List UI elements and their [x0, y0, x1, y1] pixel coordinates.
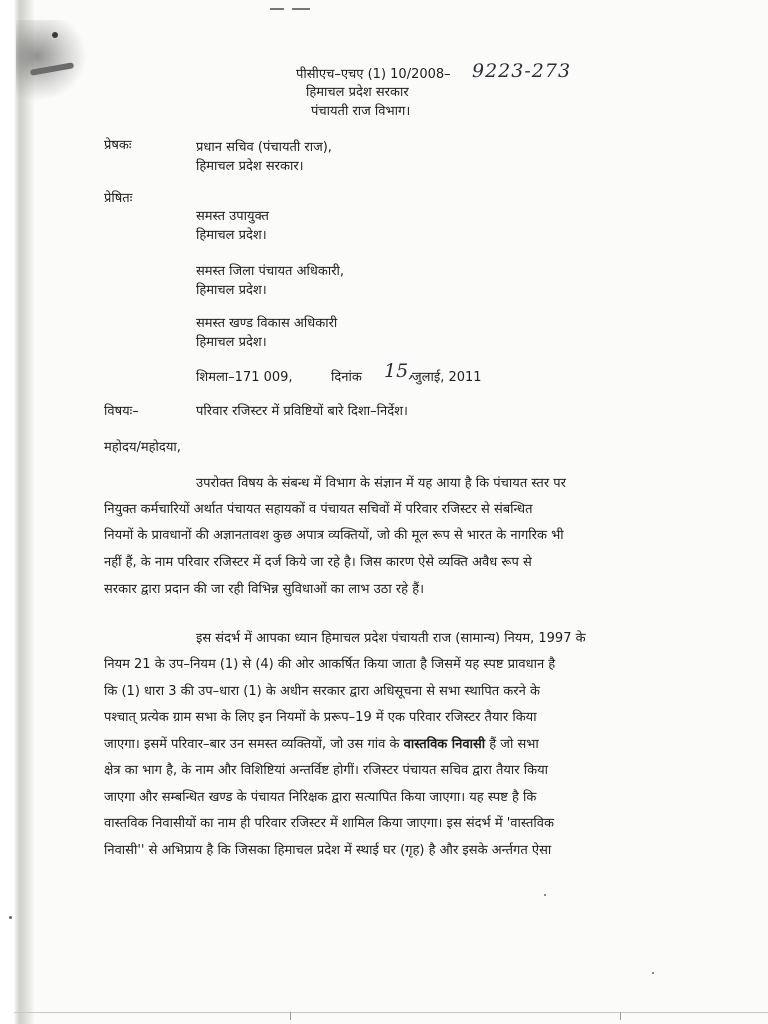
- paragraph-1-line: नियमों के प्रावधानों की अज्ञानतावश कुछ अपात्र व्यक्तियों, जो की मूल रूप से भारत के नागरिक भी: [104, 528, 564, 543]
- scan-mark: [620, 1012, 621, 1020]
- recipient-3-line-2: हिमाचल प्रदेश।: [196, 335, 267, 350]
- reference-number: [296, 66, 451, 84]
- sender-label: प्रेषकः: [104, 138, 132, 153]
- paragraph-1-line: नियुक्त कर्मचारियों अर्थात पंचायत सहायकों व पंचायत सचिवों में परिवार रजिस्टर से संबन्धित: [104, 502, 533, 517]
- recipient-2-line-2: हिमाचल प्रदेश।: [196, 283, 267, 298]
- sender-line-1: प्रधान सचिव (पंचायती राज),: [196, 140, 332, 155]
- recipient-2-line-1: समस्त जिला पंचायत अधिकारी,: [196, 264, 345, 279]
- scan-speck: [9, 916, 12, 919]
- government-name: हिमाचल प्रदेश सरकार: [306, 85, 409, 100]
- recipient-3-line-1: समस्त खण्ड विकास अधिकारी: [196, 316, 338, 331]
- page-bottom-edge: [14, 1012, 768, 1013]
- paragraph-2-line: नियम 21 के उप–नियम (1) से (4) की ओर आकर्षित किया जाता है जिसमें यह स्पष्ट प्रावधान है: [104, 657, 556, 672]
- scan-smudge: [16, 20, 86, 100]
- bold-term: वास्तविक निवासी: [403, 737, 486, 752]
- paragraph-2-line: कि (1) धारा 3 की उप–धारा (1) के अधीन सरकार द्वारा अधिसूचना से सभा स्थापित करने के: [104, 684, 540, 699]
- text-run: हैं जो सभा: [485, 737, 539, 752]
- scan-mark: [290, 1012, 291, 1020]
- recipient-1-line-1: समस्त उपायुक्त: [196, 209, 269, 224]
- reference-text: पीसीएच–एचए (1) 10/2008–: [296, 67, 451, 82]
- punch-hole: [52, 32, 58, 38]
- scan-speck: [544, 894, 546, 896]
- recipient-1-line-2: हिमाचल प्रदेश।: [196, 228, 267, 243]
- paragraph-2-line: वास्तविक निवासीयों का नाम ही परिवार रजिस्टर में शामिल किया जाएगा। इस संदर्भ में 'वास्तविक: [104, 816, 554, 831]
- date-label: दिनांक: [331, 370, 362, 385]
- subject-text: परिवार रजिस्टर में प्रविष्टियों बारे दिशा–निर्देश।: [196, 404, 408, 419]
- handwritten-day: 15,: [384, 360, 415, 382]
- scan-marks: [270, 8, 320, 14]
- subject-label: विषयः–: [104, 404, 139, 419]
- department-name: पंचायती राज विभाग।: [311, 104, 411, 119]
- month-year: जुलाई, 2011: [412, 370, 482, 385]
- scan-speck: [652, 972, 654, 974]
- salutation: महोदय/महोदया,: [104, 440, 181, 455]
- paragraph-2-line: [104, 736, 539, 754]
- paragraph-2-line: जाएगा और सम्बन्धित खण्ड के पंचायत निरिक्षक द्वारा सत्यापित किया जाएगा। यह स्पष्ट है कि: [104, 790, 537, 805]
- paragraph-1-line: सरकार द्वारा प्रदान की जा रही विभिन्न सुविधाओं का लाभ उठा रहे हैं।: [104, 582, 425, 597]
- sender-line-2: हिमाचल प्रदेश सरकार।: [196, 159, 304, 174]
- recipients-label: प्रेषितः: [104, 191, 133, 206]
- paragraph-2-line: निवासी'' से अभिप्राय है कि जिसका हिमाचल प्रदेश में स्थाई घर (गृह) है और इसके अर्न्तगत ऐसा: [104, 843, 552, 858]
- paragraph-1-line: नहीं हैं, के नाम परिवार रजिस्टर में दर्ज किये जा रहे है। जिस कारण ऐसे व्यक्ति अवैध रूप से: [104, 555, 532, 570]
- place: शिमला–171 009,: [196, 370, 293, 385]
- paragraph-2-line: इस संदर्भ में आपका ध्यान हिमाचल प्रदेश पंचायती राज (सामान्य) नियम, 1997 के: [196, 631, 586, 646]
- text-run: जाएगा। इसमें परिवार–बार उन समस्त व्यक्तियों, जो उस गांव के: [104, 737, 404, 752]
- handwritten-reference: 9223-273: [472, 60, 572, 82]
- paragraph-1-line: उपरोक्त विषय के संबन्ध में विभाग के संज्ञान में यह आया है कि पंचायत स्तर पर: [196, 476, 566, 491]
- paragraph-2-line: पश्चात् प्रत्येक ग्राम सभा के लिए इन नियमों के प्ररूप–19 में एक परिवार रजिस्टर तैयार किया: [104, 710, 537, 725]
- paragraph-2-line: क्षेत्र का भाग है, के नाम और विशिष्टियां अन्तर्विष्ट होगीं। रजिस्टर पंचायत सचिव द्वारा तैयार किया: [104, 763, 549, 778]
- scan-shadow: [0, 0, 34, 1024]
